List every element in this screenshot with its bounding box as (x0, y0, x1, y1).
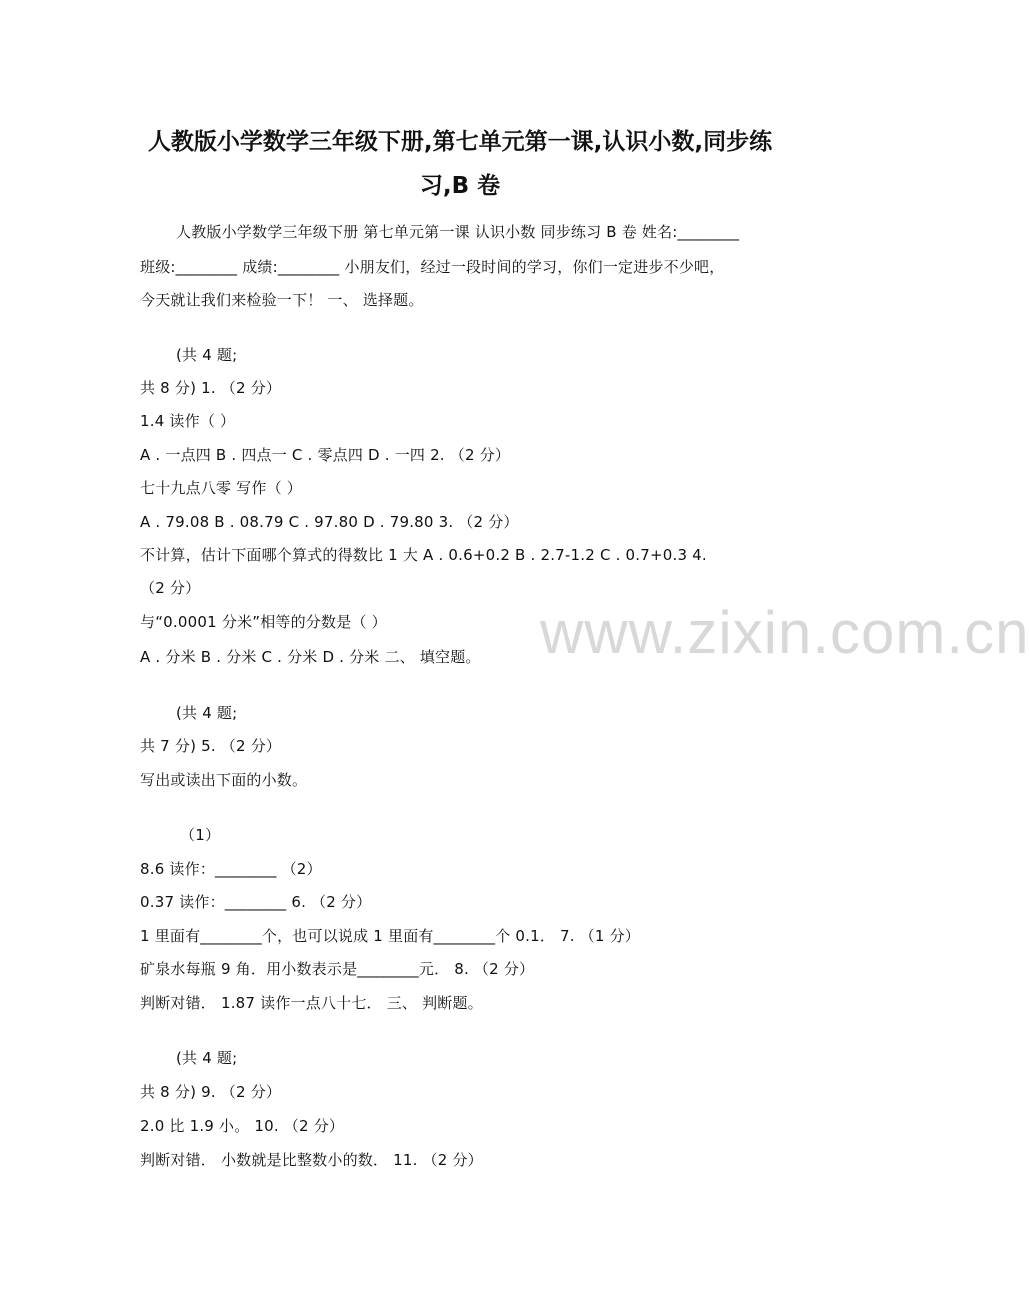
question-4-score: （2 分） (140, 579, 201, 597)
question-7-text: 矿泉水每瓶 9 角．用小数表示是________元． 8. （2 分） (140, 960, 535, 978)
question-4-text: 与“0.0001 分米”相等的分数是（ ） (140, 613, 387, 631)
watermark: www.zixin.com.cn (540, 599, 1029, 666)
question-1-options: A . 一点四 B . 四点一 C . 零点四 D . 一四 2. （2 分） (140, 446, 511, 464)
question-8-text: 判断对错． 1.87 读作一点八十七． 三、 判断题。 (140, 994, 483, 1012)
question-10-text: 判断对错． 小数就是比整数小的数． 11. （2 分） (140, 1151, 483, 1169)
question-1-text: 1.4 读作（ ） (140, 412, 236, 430)
intro-line-3: 今天就让我们来检验一下！ 一、 选择题。 (140, 291, 424, 309)
question-5-part-2-text: 0.37 读作：________ 6. （2 分） (140, 893, 372, 911)
intro-line-1: 人教版小学数学三年级下册 第七单元第一课 认识小数 同步练习 B 卷 姓名:________ (176, 223, 740, 241)
question-5-text: 写出或读出下面的小数。 (140, 771, 308, 789)
section-3-count: (共 4 题; (176, 1049, 238, 1067)
question-3-text: 不计算，估计下面哪个算式的得数比 1 大 A . 0.6+0.2 B . 2.7-1.2 C . 0.7+0.3 4. (140, 546, 707, 564)
question-2-text: 七十九点八零 写作（ ） (140, 479, 302, 497)
section-2-count: (共 4 题; (176, 704, 238, 722)
question-4-options: A . 分米 B . 分米 C . 分米 D . 分米 二、 填空题。 (140, 648, 481, 666)
question-9-text: 2.0 比 1.9 小。 10. （2 分） (140, 1117, 345, 1135)
question-5-header: 共 7 分) 5. （2 分） (140, 737, 282, 755)
question-6-text: 1 里面有________个，也可以说成 1 里面有________个 0.1． 7. （1 分） (140, 927, 640, 945)
question-5-part-1: （1） (180, 826, 221, 844)
question-5-part-1-text: 8.6 读作：________ （2） (140, 860, 322, 878)
document-title-line-1: 人教版小学数学三年级下册,第七单元第一课,认识小数,同步练 (147, 129, 773, 155)
document-title-line-2: 习,B 卷 (419, 173, 501, 199)
intro-line-2: 班级:________ 成绩:________ 小朋友们，经过一段时间的学习，你们一定进步不少吧， (140, 258, 725, 276)
question-2-options: A . 79.08 B . 08.79 C . 97.80 D . 79.80 3. （2 分） (140, 513, 519, 531)
question-1-header: 共 8 分) 1. （2 分） (140, 379, 282, 397)
question-9-header: 共 8 分) 9. （2 分） (140, 1083, 282, 1101)
section-1-count: (共 4 题; (176, 346, 238, 364)
